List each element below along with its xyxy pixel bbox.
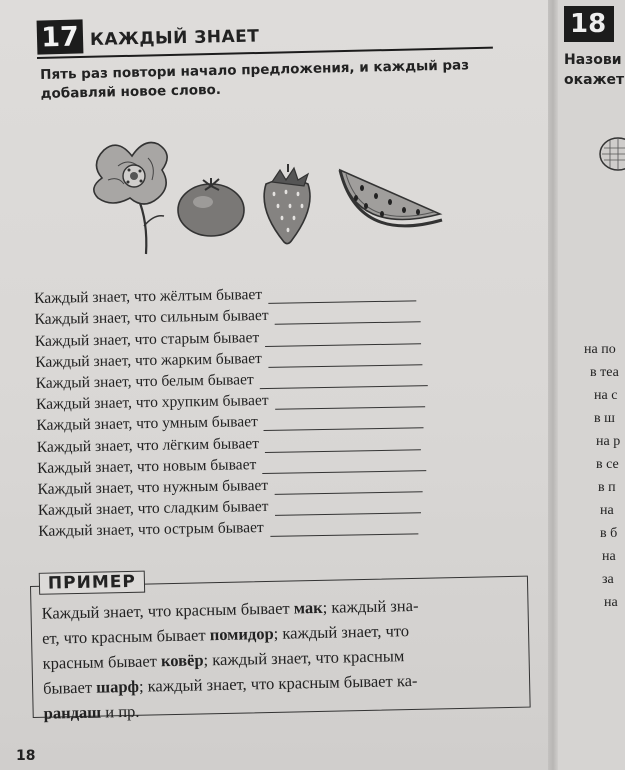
example-fragment: ; каждый зна- bbox=[322, 595, 419, 617]
tomato-icon bbox=[175, 176, 247, 238]
answer-blank[interactable] bbox=[265, 329, 421, 347]
sentence-text: Каждый знает, что жарким бывает bbox=[35, 349, 262, 371]
sentence-text: Каждый знает, что старым бывает bbox=[34, 328, 260, 350]
next-list-fragment: на по bbox=[584, 342, 616, 357]
next-list-fragment: на bbox=[600, 503, 614, 518]
answer-blank[interactable] bbox=[274, 392, 424, 410]
next-instruction-line: Назови bbox=[564, 52, 622, 68]
example-word: ковёр bbox=[160, 650, 204, 671]
exercise-number: 17 bbox=[37, 19, 84, 54]
sentence-text: Каждый знает, что лёгким бывает bbox=[36, 434, 260, 456]
watermelon-slice-icon bbox=[336, 166, 446, 240]
next-list-fragment: в се bbox=[596, 457, 619, 472]
next-list-fragment: в теа bbox=[590, 365, 619, 380]
sentence-text: Каждый знает, что умным бывает bbox=[36, 413, 258, 435]
answer-blank[interactable] bbox=[268, 350, 422, 368]
sentence-text: Каждый знает, что нужным бывает bbox=[37, 476, 269, 498]
sentence-text: Каждый знает, что новым бывает bbox=[37, 455, 257, 477]
exercise-instruction bbox=[40, 56, 501, 104]
next-page-fragment bbox=[558, 0, 625, 770]
instruction-line-2: добавляй новое слово. bbox=[40, 81, 222, 102]
answer-blank[interactable] bbox=[270, 520, 418, 538]
next-list-fragment: за bbox=[602, 572, 614, 587]
sentence-text: Каждый знает, что жёлтым бывает bbox=[34, 286, 263, 308]
example-word: помидор bbox=[209, 623, 274, 645]
page-number: 18 bbox=[16, 748, 36, 764]
example-box bbox=[30, 571, 531, 723]
answer-blank[interactable] bbox=[262, 456, 426, 474]
answer-blank[interactable] bbox=[268, 287, 416, 305]
next-list-fragment: в б bbox=[600, 526, 618, 541]
example-fragment: ; каждый знает, что bbox=[273, 621, 410, 643]
example-fragment: Каждый знает, что красным бывает bbox=[41, 598, 294, 623]
strawberry-icon bbox=[258, 160, 316, 246]
next-list-fragment: на bbox=[604, 595, 618, 610]
poppy-flower-icon bbox=[88, 136, 176, 256]
next-list-fragment: на р bbox=[596, 434, 621, 449]
next-list-fragment: в п bbox=[598, 480, 616, 495]
answer-blank[interactable] bbox=[274, 308, 420, 326]
next-list-fragment: на bbox=[602, 549, 616, 564]
sentence-text: Каждый знает, что хрупким бывает bbox=[35, 392, 269, 414]
example-text bbox=[41, 591, 522, 726]
example-word: мак bbox=[293, 597, 323, 618]
example-word: рандаш bbox=[43, 702, 102, 723]
sentence-text: Каждый знает, что сладким бывает bbox=[37, 498, 269, 520]
next-exercise-number: 18 bbox=[564, 6, 614, 42]
next-instruction-line: окажет bbox=[564, 72, 625, 88]
exercise-title: КАЖДЫЙ ЗНАЕТ bbox=[89, 26, 260, 50]
answer-blank[interactable] bbox=[274, 498, 420, 516]
book-gutter bbox=[548, 0, 558, 770]
sentence-text: Каждый знает, что острым бывает bbox=[38, 519, 264, 541]
answer-blank[interactable] bbox=[264, 414, 424, 432]
next-list-fragment: в ш bbox=[594, 411, 615, 426]
example-fragment: ; каждый знает, что красным бывает ка- bbox=[138, 670, 418, 696]
next-exercise-instruction bbox=[564, 50, 624, 90]
answer-blank[interactable] bbox=[260, 371, 428, 389]
example-label: ПРИМЕР bbox=[39, 571, 145, 595]
example-fragment: и пр. bbox=[100, 701, 140, 722]
example-fragment: ет, что красным бывает bbox=[41, 625, 210, 648]
example-word: шарф bbox=[95, 676, 140, 697]
sentence-text: Каждый знает, что белым бывает bbox=[35, 371, 254, 392]
answer-blank[interactable] bbox=[265, 435, 421, 453]
example-fragment: ; каждый знает, что красным bbox=[203, 646, 405, 670]
next-page-list bbox=[584, 338, 620, 614]
racket-icon bbox=[596, 136, 625, 176]
instruction-line-1: Пять раз повтори начало предложения, и каждый раз bbox=[40, 57, 470, 83]
sentence-list bbox=[34, 279, 518, 542]
next-list-fragment: на с bbox=[594, 388, 618, 403]
answer-blank[interactable] bbox=[274, 477, 422, 495]
example-fragment: красным бывает bbox=[42, 651, 162, 673]
sentence-text: Каждый знает, что сильным бывает bbox=[34, 307, 269, 329]
example-fragment: бывает bbox=[42, 677, 97, 698]
